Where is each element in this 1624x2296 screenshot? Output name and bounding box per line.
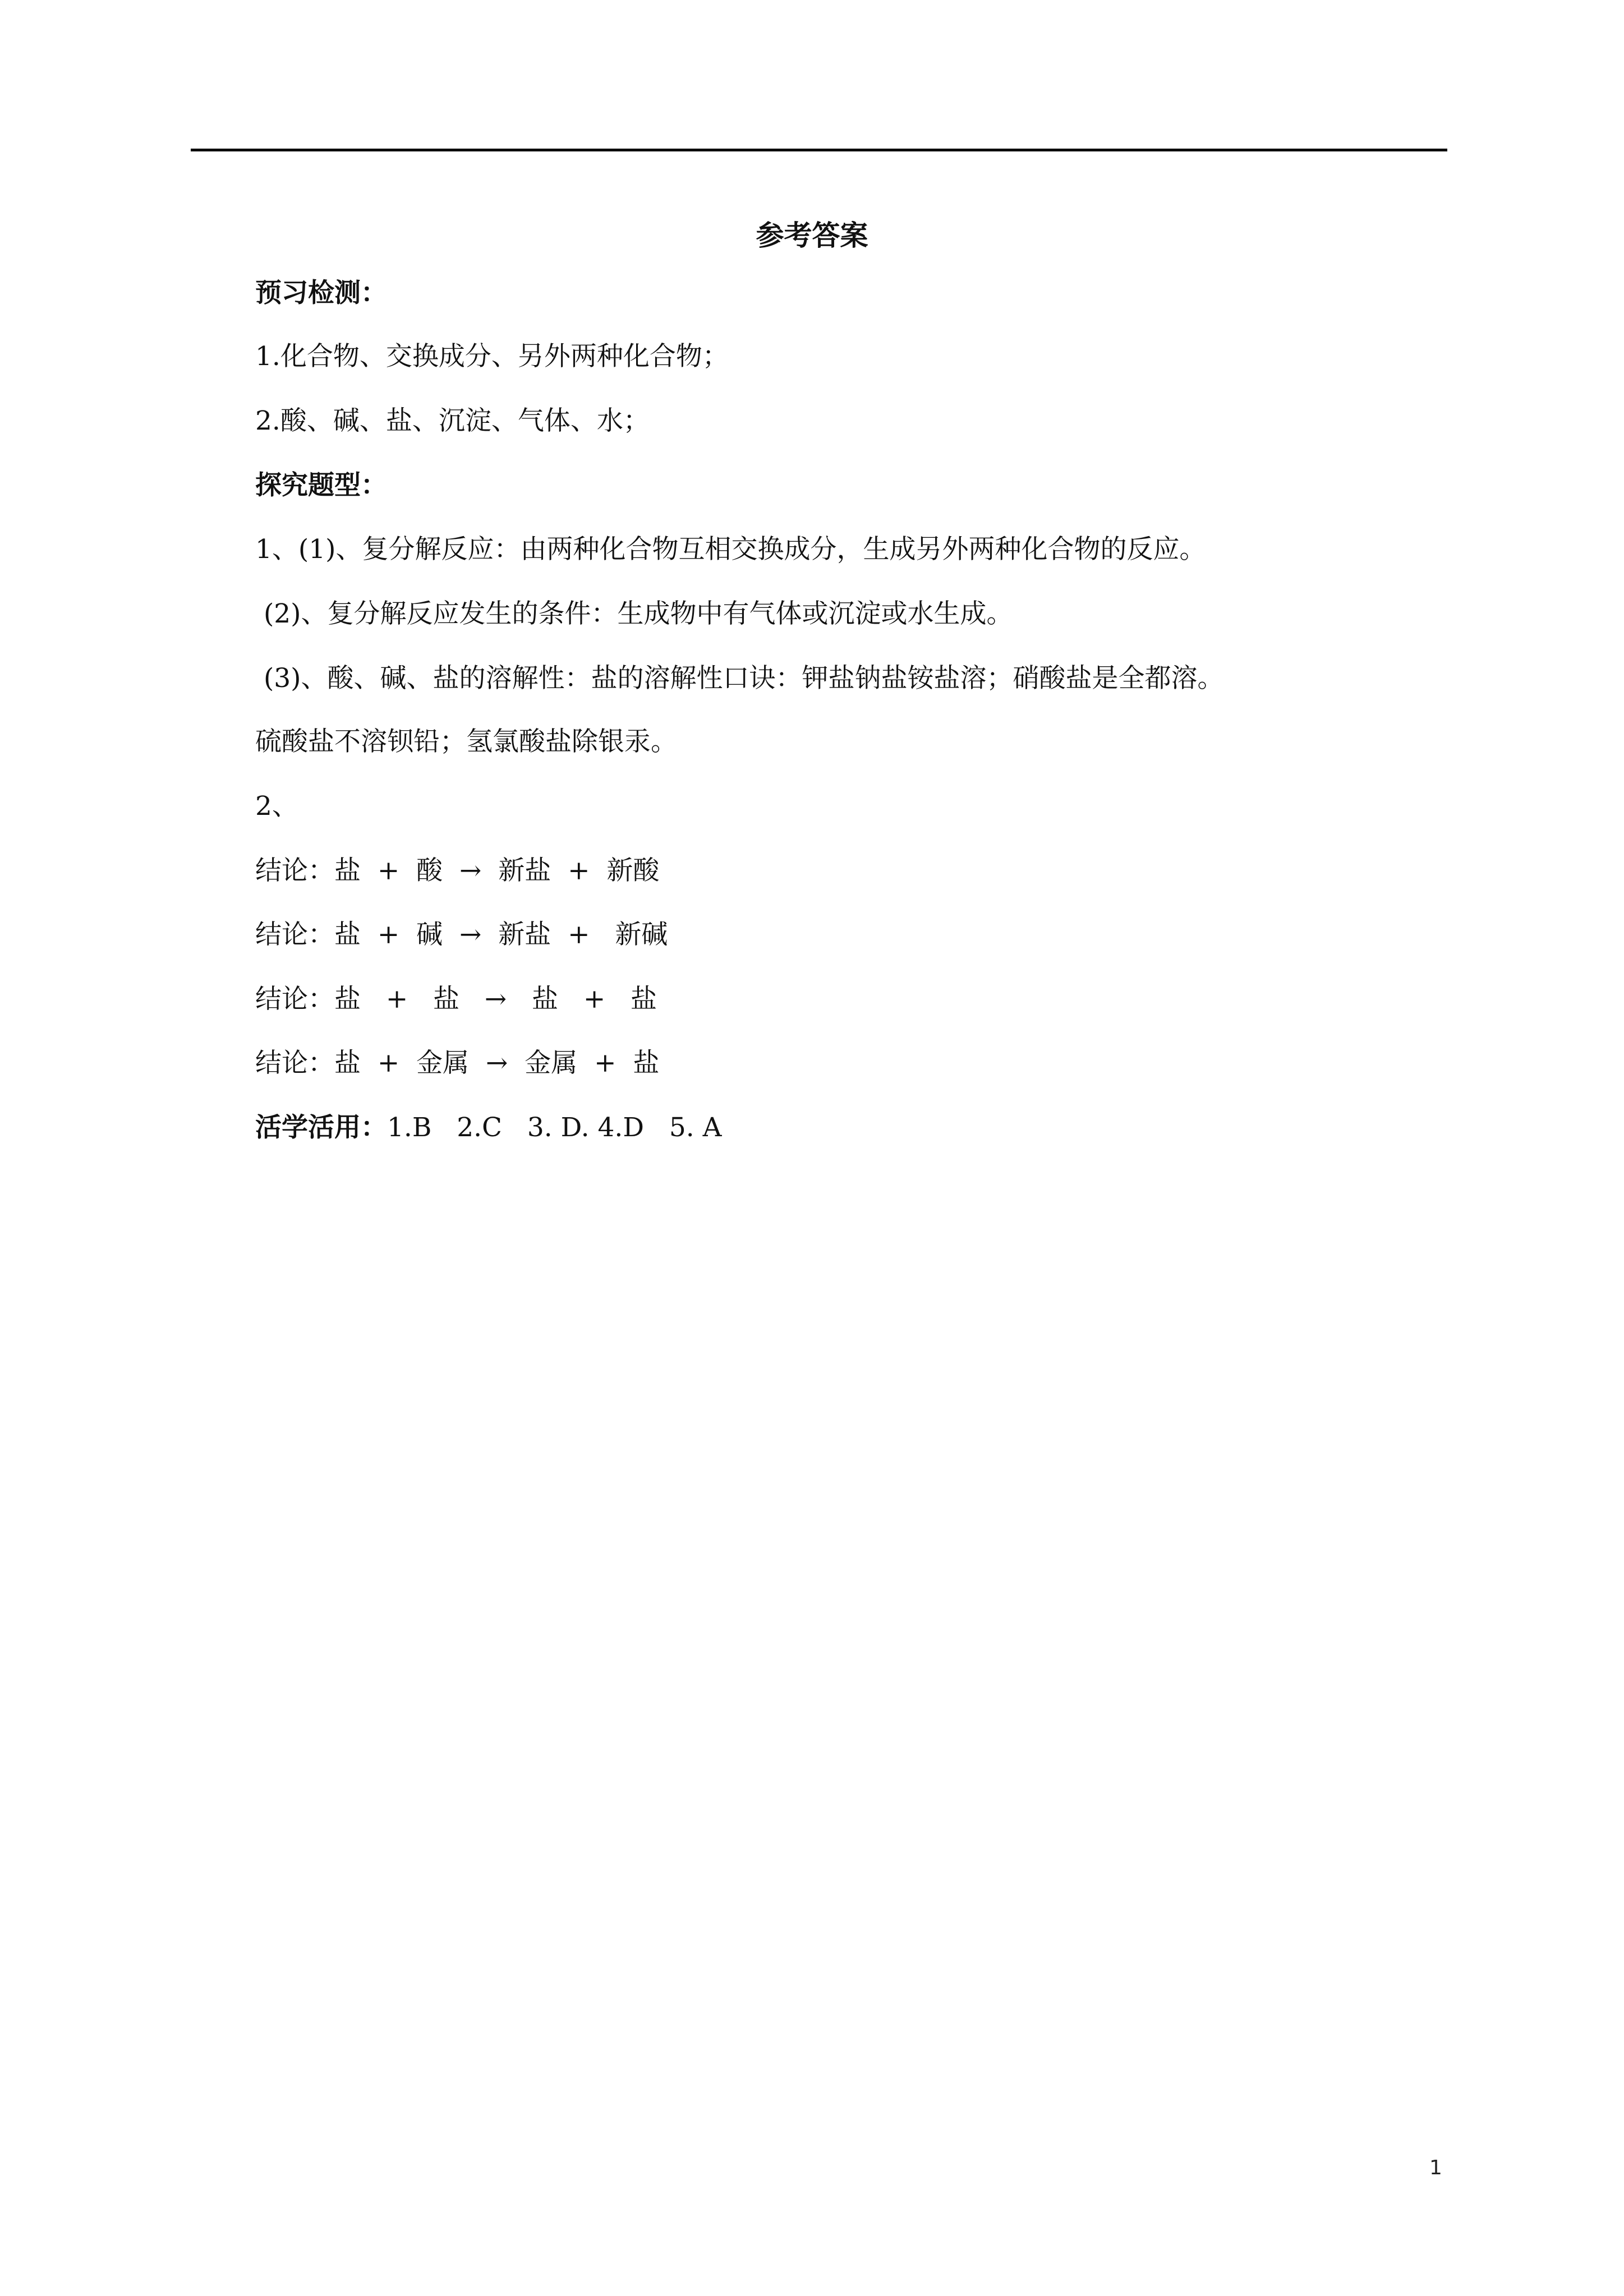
explore-line-1: 1、(1)、复分解反应：由两种化合物互相交换成分，生成另外两种化合物的反应。 [255,534,1206,565]
explore-heading: 探究题型： [255,470,387,501]
explore-line-3: (3)、酸、碱、盐的溶解性：盐的溶解性口诀：钾盐钠盐铵盐溶；硝酸盐是全都溶。 [255,663,1224,694]
explore-line-4: 硫酸盐不溶钡铅；氢氯酸盐除银汞。 [255,726,677,757]
page-number: 1 [1429,2156,1442,2179]
preview-heading: 预习检测： [255,278,387,308]
conclusion-2: 结论：盐 + 碱 → 新盐 + 新碱 [255,919,668,950]
page-title: 参考答案 [756,219,868,252]
explore-line-2: (2)、复分解反应发生的条件：生成物中有气体或沉淀或水生成。 [255,598,1013,629]
header-rule [191,149,1447,151]
conclusion-3: 结论：盐 + 盐 → 盐 + 盐 [255,984,657,1015]
preview-item-2: 2.酸、碱、盐、沉淀、气体、水； [255,405,650,436]
explore-line-5: 2、 [255,791,298,822]
apply-line [255,1111,722,1145]
conclusion-4: 结论：盐 + 金属 → 金属 + 盐 [255,1048,660,1078]
apply-answers: 1.B 2.C 3. D. 4.D 5. A [387,1112,722,1143]
conclusion-1: 结论：盐 + 酸 → 新盐 + 新酸 [255,855,660,886]
preview-item-1: 1.化合物、交换成分、另外两种化合物； [255,341,729,372]
apply-heading: 活学活用： [255,1112,387,1143]
